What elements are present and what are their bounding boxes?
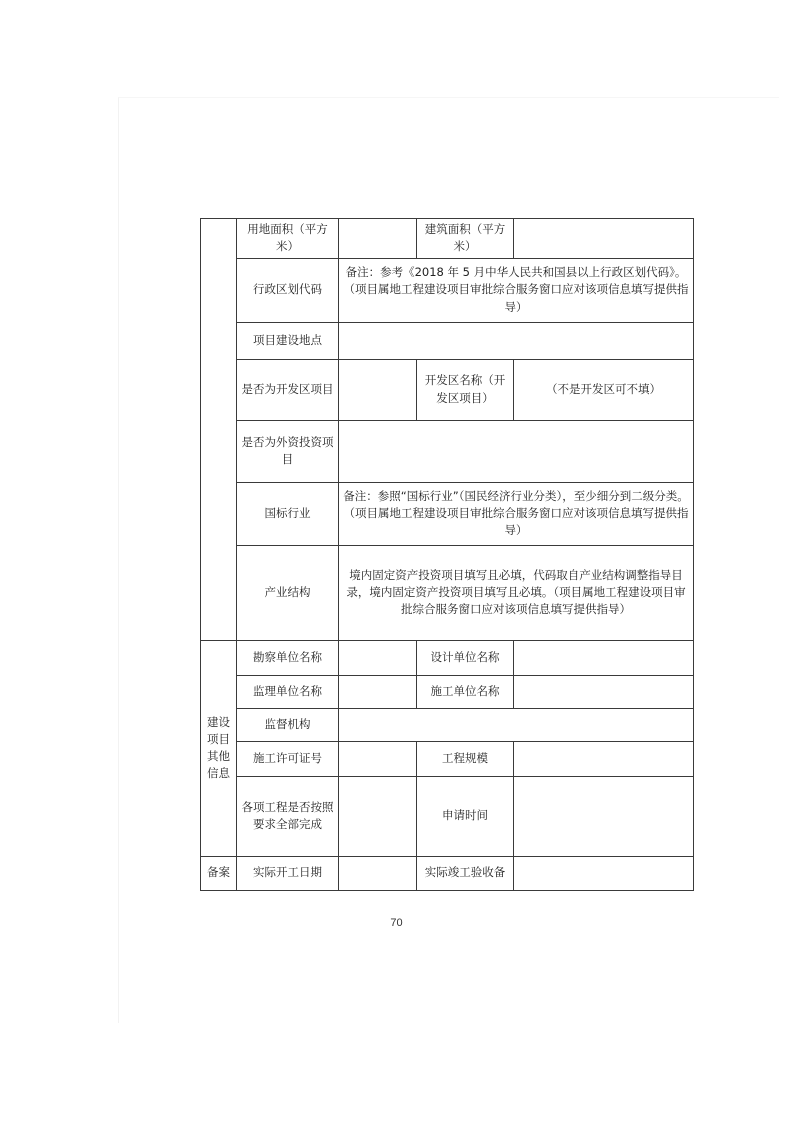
completed-question-label: 各项工程是否按照要求全部完成: [237, 776, 339, 856]
survey-unit-field[interactable]: [339, 640, 417, 675]
oversight-label: 监督机构: [237, 708, 339, 741]
start-date-field[interactable]: [339, 856, 417, 890]
scale-field[interactable]: [514, 741, 694, 776]
section-cell-basic: [201, 219, 237, 641]
construction-unit-field[interactable]: [514, 675, 694, 708]
land-area-label: 用地面积（平方米）: [237, 219, 339, 259]
foreign-invest-label: 是否为外资投资项目: [237, 420, 339, 482]
structure-label: 产业结构: [237, 545, 339, 640]
supervision-unit-field[interactable]: [339, 675, 417, 708]
building-area-label: 建筑面积（平方米）: [417, 219, 514, 259]
apply-time-field[interactable]: [514, 776, 694, 856]
survey-unit-label: 勘察单位名称: [237, 640, 339, 675]
admin-code-note: 备注：参考《2018 年 5 月中华人民共和国县以上行政区划代码》。（项目属地工程建设项目审批综合服务窗口应对该项信息填写提供指导）: [339, 258, 694, 322]
site-label: 项目建设地点: [237, 322, 339, 359]
design-unit-label: 设计单位名称: [417, 640, 514, 675]
dev-zone-question-field[interactable]: [339, 359, 417, 420]
structure-note: 境内固定资产投资项目填写且必填，代码取自产业结构调整指导目录，境内固定资产投资项目填写且必填。（项目属地工程建设项目审批综合服务窗口应对该项信息填写提供指导）: [339, 545, 694, 640]
supervision-unit-label: 监理单位名称: [237, 675, 339, 708]
scale-label: 工程规模: [417, 741, 514, 776]
admin-code-label: 行政区划代码: [237, 258, 339, 322]
design-unit-field[interactable]: [514, 640, 694, 675]
acceptance-label: 实际竣工验收备: [417, 856, 514, 890]
section-title-record: 备案: [201, 856, 237, 890]
dev-zone-name-label: 开发区名称（开发区项目）: [417, 359, 514, 420]
page-number: 70: [390, 917, 403, 929]
dev-zone-question-label: 是否为开发区项目: [237, 359, 339, 420]
section-title-other-info: 建设项目其他信息: [201, 640, 237, 856]
construction-unit-label: 施工单位名称: [417, 675, 514, 708]
permit-no-field[interactable]: [339, 741, 417, 776]
permit-no-label: 施工许可证号: [237, 741, 339, 776]
project-info-form: [200, 218, 694, 891]
acceptance-field[interactable]: [514, 856, 694, 890]
completed-question-field[interactable]: [339, 776, 417, 856]
building-area-field[interactable]: [514, 219, 694, 259]
site-field[interactable]: [339, 322, 694, 359]
oversight-field[interactable]: [339, 708, 694, 741]
foreign-invest-field[interactable]: [339, 420, 694, 482]
industry-label: 国标行业: [237, 482, 339, 545]
land-area-field[interactable]: [339, 219, 417, 259]
industry-note: 备注：参照“国标行业”（国民经济行业分类），至少细分到二级分类。（项目属地工程建设项目审批综合服务窗口应对该项信息填写提供指导）: [339, 482, 694, 545]
dev-zone-name-hint[interactable]: （不是开发区可不填）: [514, 359, 694, 420]
start-date-label: 实际开工日期: [237, 856, 339, 890]
apply-time-label: 申请时间: [417, 776, 514, 856]
